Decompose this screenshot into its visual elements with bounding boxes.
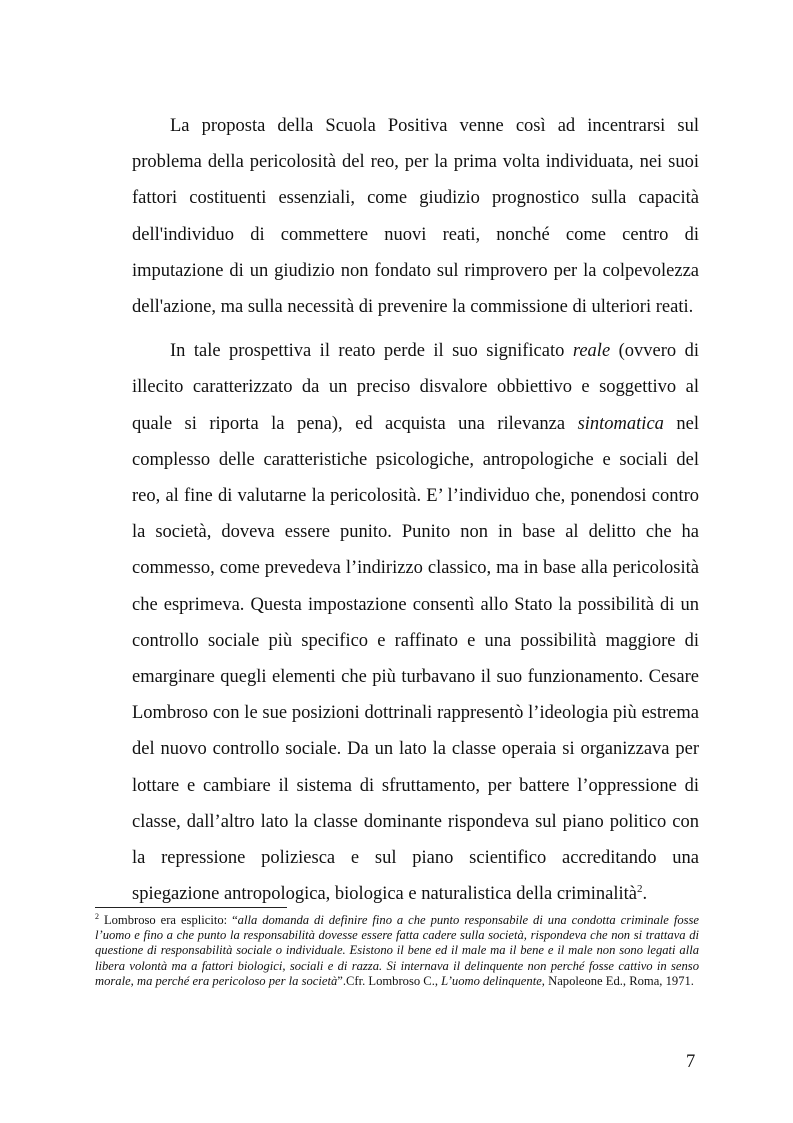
main-text [132,108,699,912]
footnote-quote: alla domanda di definire fino a che punto responsabile di una condotta criminale fosse l’uomo e fino a che punto la responsabilità dovesse essere fatta cadere sulla società, rispondeva che non si trattava di questione di responsabilità sociale o individuale. Esistono il bene ed il male ma il bene e il male non sono legati alla libera volontà ma a fattori biologici, sociali e di razza. Si internava il delinquente non perché fosse cattivo in senso morale, ma perché era pericoloso per la società [95,913,700,988]
footnote-book-title: L’uomo delinquente [441,973,542,988]
footnote [95,913,699,989]
footnote-lead: Lombroso era esplicito: “ [99,913,238,927]
footnote-divider [95,907,287,908]
footnote-tail: , Napoleone Ed., Roma, 1971. [541,973,694,988]
paragraph-2 [132,333,699,912]
paragraph-2-text-b: (ovvero di illecito caratterizzato da un preciso disvalore obbiettivo e soggettivo al quale si riporta la pena), ed acquista una rilevanza [132,341,699,434]
page-number: 7 [686,1052,696,1072]
paragraph-1: La proposta della Scuola Positiva venne così ad incentrarsi sul problema della pericolosità del reo, per la prima volta individuata, nei suoi fattori costituenti essenziali, come giudizio prognostico sulla capacità dell'individuo di commettere nuovi reati, nonché come centro di imputazione di un giudizio non fondato sul rimprovero per la colpevolezza dell'azione, ma sulla necessità di prevenire la commissione di ulteriori reati. [132,116,699,318]
italic-term-sintomatica: sintomatica [577,413,664,434]
italic-term-reale: reale [572,341,611,362]
footnote-close: ”.Cfr. Lombroso C., [337,973,442,988]
paragraph-2-end: . [642,884,648,905]
paragraph-2-text-c: nel complesso delle caratteristiche psicologiche, antropologiche e sociali del reo, al fine di valutarne la pericolosità. E’ l’individuo che, ponendosi contro la società, doveva essere punito. Punito non in base al delitto che ha commesso, come prevedeva l’indirizzo classico, ma in base alla pericolosità che esprimeva. Questa impostazione consentì allo Stato la possibilità di un controllo sociale più specifico e raffinato e una possibilità maggiore di emarginare quegli elementi che più turbavano il suo funzionamento. Cesare Lombroso con le sue posizioni dottrinali rappresentò l’ideologia più estrema del nuovo controllo sociale. Da un lato la classe operaia si organizzava per lottare e cambiare il sistema di sfruttamento, per battere l’oppressione di classe, dall’altro lato la classe dominante rispondeva sul piano politico con la repressione poliziesca e sul piano scientifico accreditando una spiegazione antropologica, biologica e naturalistica della criminalità [132,413,699,905]
footnote-reference: 2 [636,883,643,896]
footnote-number: 2 [95,911,99,921]
footnote-text [95,913,699,989]
paragraph-2-text-a: In tale prospettiva il reato perde il suo significato [170,341,573,362]
